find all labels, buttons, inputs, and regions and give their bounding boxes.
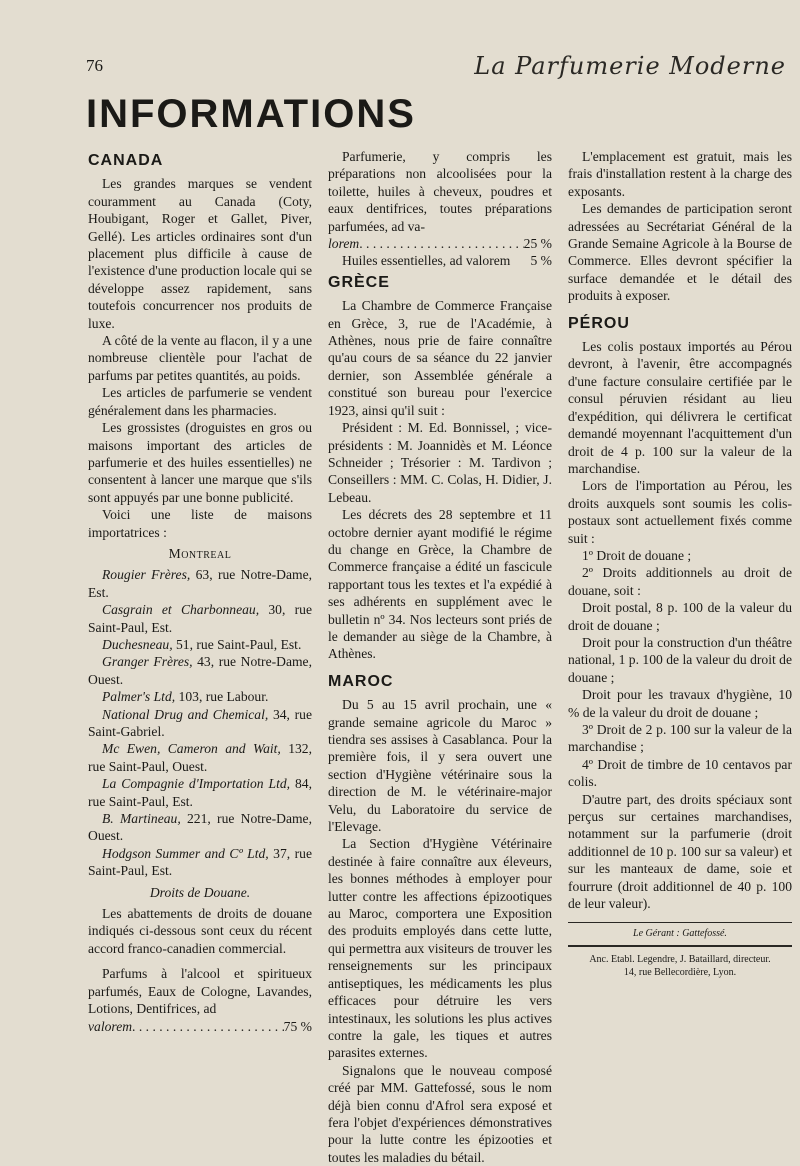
duty-label: lorem (328, 236, 360, 252)
canada-heading: CANADA (88, 152, 164, 169)
importer-address: 103, rue Labour. (175, 689, 269, 705)
imprint-line: 14, rue Bellecordière, Lyon. (623, 966, 737, 978)
city-heading: Montreal (168, 545, 232, 561)
perou-list-item: 1º Droit de douane ; (582, 547, 692, 563)
footer-rule (568, 945, 792, 947)
duties-heading: Droits de Douane. (149, 884, 251, 900)
footer-rule (568, 922, 792, 923)
dot-leader (132, 1018, 284, 1035)
maroc-paragraph: La Section d'Hygiène Vétérinaire destinée à faire connaître aux éleveurs, les bonnes méthodes à employer pour lutter contre les affections épizootiques au Maroc, comportera une Exposition des produits employés dans cette lutte, qui permettra aux visiteurs de trouver les renseignements sur les principaux antiseptiques, les médicaments les plus efficaces pour détruire les vers intestinaux, les solutions les plus actives contre la gale, les tiques et autres parasites externes. (328, 836, 552, 1061)
importer-address: 132, rue Saint-Paul, Ouest. (88, 741, 313, 774)
importer-name: B. Martineau, (102, 811, 181, 827)
perou-paragraph: D'autre part, des droits spéciaux sont perçus sur certaines marchandises, notamment sur la parfumerie (droit additionnel de 10 p. 100 sur sa valeur) et sur les manteaux de dame, soie et fourrure (droit additionnel de 40 p. 100 de leur valeur). (568, 791, 792, 912)
duty-label: valorem (88, 1018, 133, 1034)
importer-name: Rougier Frères, (102, 567, 191, 583)
duty-item: Parfumerie, y compris les préparations non alcoolisées pour la toilette, huiles à cheveux, poudres et eaux dentifrices, toutes préparations parfumées, ad va- (328, 149, 552, 234)
perou-list-item: 4º Droit de timbre de 10 centavos par colis. (568, 756, 792, 790)
column-1 (88, 148, 312, 1035)
maroc-paragraph: Du 5 au 15 avril prochain, une « grande semaine agricole du Maroc » tiendra ses assises à Casablanca. Pour la première fois, il y sera ouvert une section d'Hygiène vétérinaire sous la direction de M. le vétérinaire-major Velu, du Laboratoire du service de l'Elevage. (328, 697, 552, 835)
page-title: INFORMATIONS (86, 92, 416, 136)
imprint-line: Anc. Etabl. Legendre, J. Bataillard, directeur. (589, 953, 771, 965)
duty-leader-row (328, 252, 552, 269)
duty-leader-row (328, 235, 552, 252)
duty-value: 5 % (530, 253, 552, 269)
page-number: 76 (86, 56, 103, 75)
duty-item: Parfums à l'alcool et spiritueux parfumés, Eaux de Cologne, Lavandes, Lotions, Dentifrices, ad (88, 966, 312, 1017)
perou-paragraph: Lors de l'importation au Pérou, les droits auxquels sont soumis les colis-postaux sont actuellement fixés comme suit : (568, 478, 792, 546)
maroc-heading: MAROC (328, 672, 394, 690)
perou-list-item: 2º Droits additionnels au droit de douane, soit : (568, 565, 792, 598)
perou-list-item: Droit pour la construction d'un théâtre national, 1 p. 100 de la valeur du droit de douane ; (568, 634, 792, 685)
importer-address: 84, rue Saint-Paul, Est. (88, 776, 312, 809)
importer-name: Hodgson Summer and Cº Ltd, (102, 845, 269, 861)
importer-name: Mc Ewen, Cameron and Wait, (102, 741, 281, 757)
importer-item (88, 740, 312, 775)
journal-title: La Parfumerie Moderne (474, 52, 786, 80)
maroc-paragraph: Signalons que le nouveau composé créé par MM. Gattefossé, sous le nom déjà bien connu d'Afrol sera exposé et fera l'objet d'expériences démonstratives pour la lutte contre les épizooties et toutes les maladies du bétail. (328, 1062, 552, 1165)
duties-paragraph: Les abattements de droits de douane indiqués ci-dessous sont ceux du récent accord franco-canadien commercial. (88, 906, 312, 956)
perou-list-item: 3º Droit de 2 p. 100 sur la valeur de la marchandise ; (568, 722, 792, 755)
importer-item (88, 636, 312, 653)
importer-item (88, 810, 312, 845)
maroc-paragraph: Les demandes de participation seront adressées au Secrétariat Général de la Grande Semaine Agricole à la Bourse de Commerce. Elles devront spécifier la surface demandée et le détail des produits à exposer. (568, 201, 792, 304)
importer-address: 51, rue Saint-Paul, Est. (172, 636, 302, 652)
importer-item (88, 845, 312, 880)
importer-address: 30, rue Saint-Paul, Est. (88, 602, 312, 635)
gerant-line: Le Gérant : Gattefossé. (633, 928, 727, 940)
canada-paragraph: Les articles de parfumerie se vendent généralement dans les pharmacies. (88, 385, 312, 418)
importer-item (88, 688, 312, 705)
importer-item (88, 706, 312, 741)
duty-leader-row (88, 1018, 312, 1035)
importer-address: 34, rue Saint-Gabriel. (88, 706, 312, 739)
importer-item (88, 601, 312, 636)
canada-paragraph: A côté de la vente au flacon, il y a une nombreuse clientèle pour l'achat de parfums par petites quantités, au poids. (88, 333, 312, 383)
spacer (88, 957, 312, 965)
column-3 (568, 148, 792, 979)
duty-value: 25 % (523, 236, 552, 252)
importer-name: National Drug and Chemical, (102, 706, 269, 722)
maroc-paragraph: L'emplacement est gratuit, mais les frais d'installation restent à la charge des exposants. (568, 149, 792, 199)
importer-name: Duchesneau, (102, 636, 173, 652)
column-2 (328, 148, 552, 1166)
importer-name: Granger Frères, (102, 654, 193, 670)
canada-paragraph: Voici une liste de maisons importatrices : (88, 507, 312, 540)
importer-address: 63, rue Notre-Dame, Est. (88, 567, 312, 600)
perou-heading: PÉROU (568, 314, 630, 332)
gap (510, 252, 530, 269)
duty-label: Huiles essentielles, ad valorem (342, 253, 511, 269)
perou-paragraph: Les colis postaux importés au Pérou devront, à l'avenir, être accompagnés d'une facture consulaire certifiée par le consul péruvien résidant au lieu d'expédition, qui délivrera le certificat demandé moyennant l'acquittement d'un droit de 4 p. 100 sur la valeur de la marchandise. (568, 339, 792, 476)
grece-heading: GRÈCE (328, 273, 390, 291)
canada-paragraph: Les grossistes (droguistes en gros ou maisons important des articles de parfumerie et des huiles essentielles) ne consentent à lancer une marque que s'ils sont appuyés par une bonne publicité. (88, 420, 312, 505)
grece-paragraph: La Chambre de Commerce Française en Grèce, 3, rue de l'Académie, à Athènes, nous prie de faire connaître qu'au cours de sa séance du 22 janvier dernier, son Assemblée générale a constitué son bureau pour l'exercice 1923, ainsi qu'il suit : (328, 298, 552, 418)
perou-list-item: Droit pour les travaux d'hygiène, 10 % de la valeur du droit de douane ; (568, 687, 792, 720)
importer-address: 221, rue Notre-Dame, Ouest. (88, 811, 312, 844)
importer-item (88, 566, 312, 601)
importer-address: 37, rue Saint-Paul, Est. (88, 845, 312, 879)
duty-value: 75 % (283, 1018, 312, 1034)
importer-name: La Compagnie d'Importation Ltd, (102, 776, 291, 792)
importer-item (88, 653, 312, 688)
grece-paragraph: Président : M. Ed. Bonnissel, ; vice-présidents : M. Joannidès et M. Léonce Schneider ; Trésorier : M. Tardivon ; Conseillers : MM. C. Colas, H. Didier, J. Lebeau. (328, 420, 552, 505)
importer-name: Casgrain et Charbonneau, (102, 602, 260, 618)
canada-paragraph: Les grandes marques se vendent couramment au Canada (Coty, Houbigant, Roger et Gallet, Piver, Gellé). Les articles ordinaires sont d'un placement plus difficile à cause de l'existence d'une production locale qui se développe assez rapidement, sans toutefois concurrencer nos produits de luxe. (88, 176, 312, 331)
importer-name: Palmer's Ltd, (102, 689, 176, 705)
perou-list-item: Droit postal, 8 p. 100 de la valeur du droit de douane ; (568, 600, 792, 633)
importer-address: 43, rue Notre-Dame, Ouest. (88, 654, 312, 687)
dot-leader (359, 235, 523, 252)
importer-item (88, 775, 312, 810)
grece-paragraph: Les décrets des 28 septembre et 11 octobre dernier ayant modifié le régime du change en Grèce, la Chambre de Commerce française a édité un fascicule rapportant tous les textes et l'a expédié à ses adhérents en supplément avec le bulletin nº 34. Nos lecteurs sont priés de le demander au siège de la Chambre, à Athènes. (328, 507, 552, 662)
